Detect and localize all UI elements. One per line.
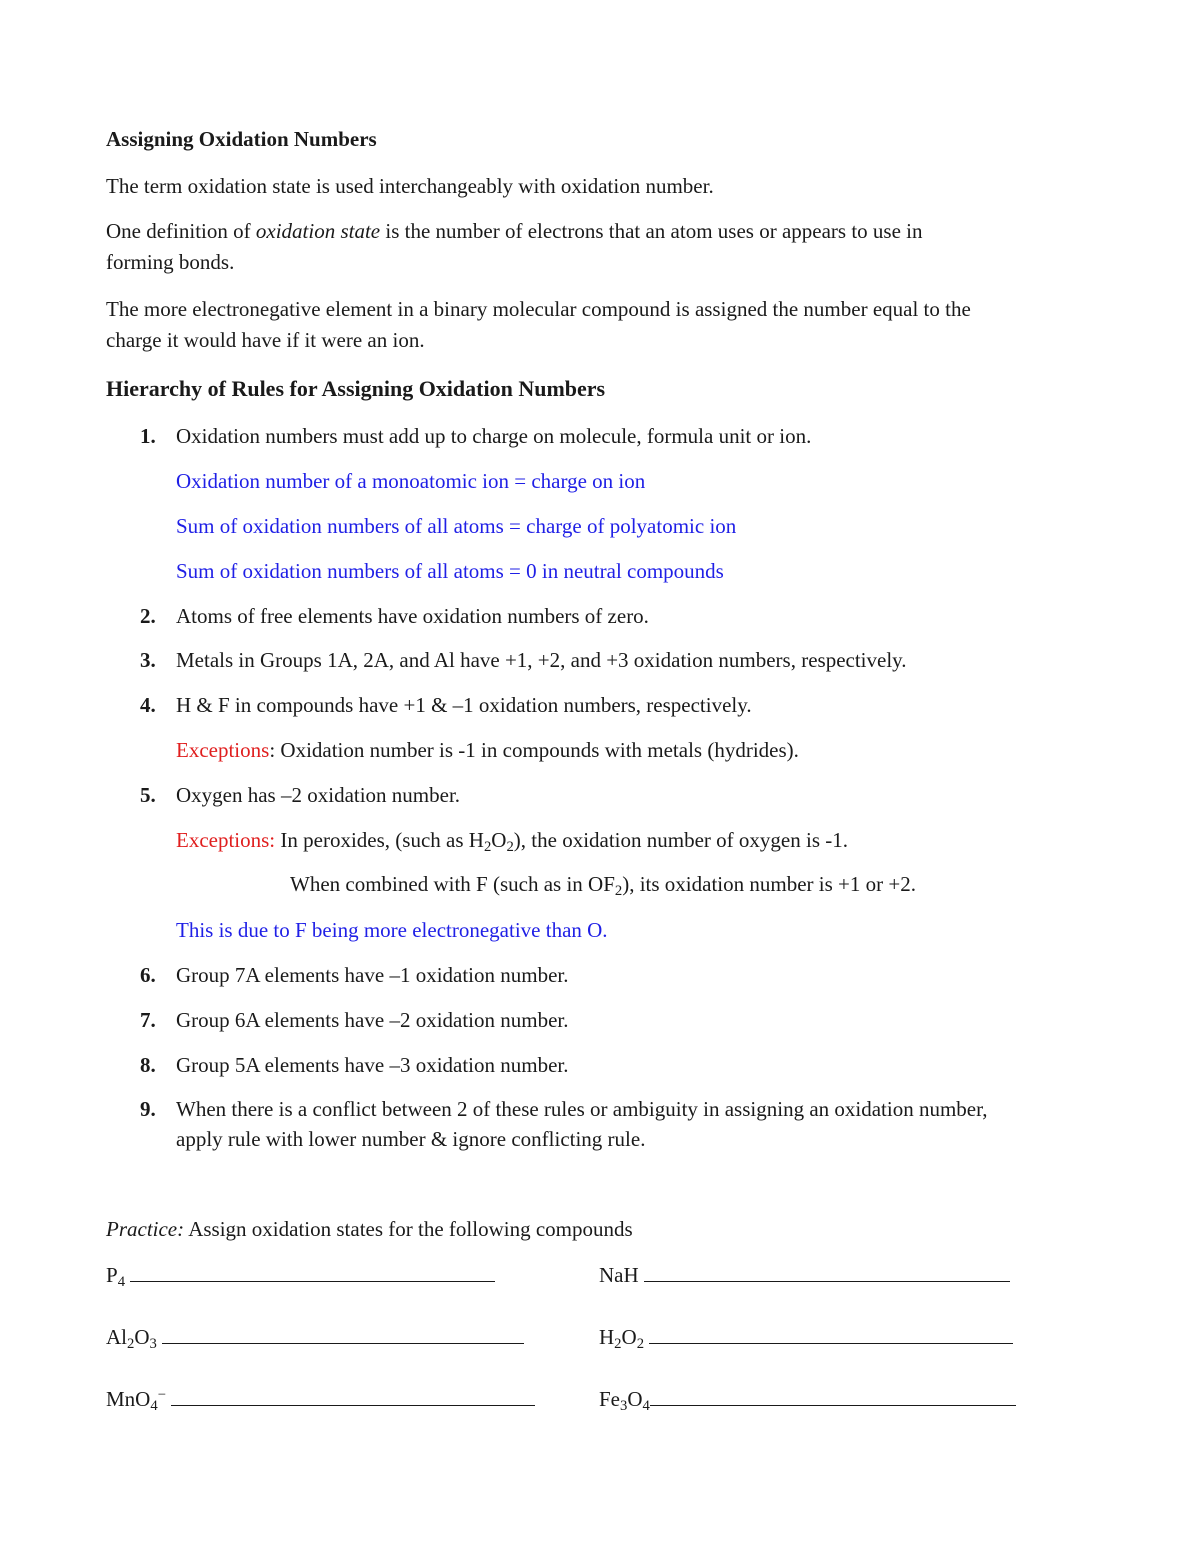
intro-p2-pre: One definition of	[106, 219, 256, 243]
exception-text: : Oxidation number is -1 in compounds with metals (hydrides).	[269, 738, 799, 762]
rule-4-exception	[176, 735, 799, 766]
practice-instructions: Assign oxidation states for the following compounds	[184, 1217, 633, 1241]
subscript: 2	[127, 1335, 135, 1352]
intro-paragraph-1: The term oxidation state is used interchangeably with oxidation number.	[106, 174, 714, 198]
exceptions-label: Exceptions:	[176, 828, 276, 852]
rule-text-line1: When there is a conflict between 2 of these rules or ambiguity in assigning an oxidation number,	[176, 1097, 988, 1121]
subscript: 4	[642, 1397, 650, 1414]
subscript: 2	[614, 1335, 622, 1352]
rule-1-subpoint-2: Sum of oxidation numbers of all atoms = charge of polyatomic ion	[176, 514, 737, 538]
answer-blank[interactable]	[644, 1263, 1010, 1282]
rule-1-subpoint-3: Sum of oxidation numbers of all atoms = 0 in neutral compounds	[176, 559, 724, 583]
formula: O	[621, 1325, 637, 1349]
rule-text: Group 6A elements have –2 oxidation number.	[176, 1008, 569, 1032]
rule-5-exception-2	[290, 869, 916, 900]
rule-text: Group 7A elements have –1 oxidation number.	[176, 963, 569, 987]
practice-item-fe3o4	[599, 1384, 1016, 1415]
subscript: 3	[149, 1335, 157, 1352]
practice-heading	[106, 1214, 633, 1245]
rule-text: H & F in compounds have +1 & –1 oxidation numbers, respectively.	[176, 693, 752, 717]
rule-number: 4.	[140, 693, 156, 717]
subscript: 2	[483, 838, 492, 855]
rule-text: Oxygen has –2 oxidation number.	[176, 783, 461, 807]
intro-paragraph-2	[106, 216, 923, 247]
rule-1-subpoint-1: Oxidation number of a monoatomic ion = charge on ion	[176, 469, 646, 493]
formula: O	[134, 1325, 150, 1349]
answer-blank[interactable]	[130, 1263, 495, 1282]
formula: Al	[106, 1325, 127, 1349]
subscript: 2	[636, 1335, 645, 1352]
rule-text: Metals in Groups 1A, 2A, and Al have +1, +2, and +3 oxidation numbers, respectively.	[176, 648, 907, 672]
subscript: 2	[614, 882, 623, 899]
rule-number: 5.	[140, 783, 156, 807]
intro-p2-term: oxidation state	[255, 219, 381, 243]
rule-text: Atoms of free elements have oxidation numbers of zero.	[176, 604, 649, 628]
rule-number: 9.	[140, 1097, 156, 1121]
rule-number: 2.	[140, 604, 156, 628]
rule-number: 3.	[140, 648, 156, 672]
subscript: 4	[150, 1397, 158, 1414]
exceptions-label: Exceptions	[176, 738, 270, 762]
answer-blank[interactable]	[162, 1325, 524, 1344]
page-title: Assigning Oxidation Numbers	[106, 127, 377, 151]
rule-5-note: This is due to F being more electronegative than O.	[176, 918, 608, 942]
exception-text: When combined with F (such as in OF	[290, 872, 615, 896]
formula: MnO	[106, 1387, 151, 1411]
rule-number: 8.	[140, 1053, 156, 1077]
answer-blank[interactable]	[171, 1387, 535, 1406]
practice-item-mno4	[106, 1384, 535, 1415]
rule-number: 7.	[140, 1008, 156, 1032]
intro-paragraph-2-line2: forming bonds.	[106, 250, 235, 274]
answer-blank[interactable]	[650, 1387, 1016, 1406]
superscript-charge: −	[157, 1387, 166, 1404]
formula: P	[106, 1263, 118, 1287]
subscript: 2	[506, 838, 514, 855]
practice-item-p4	[106, 1260, 495, 1291]
practice-item-al2o3	[106, 1322, 524, 1353]
intro-paragraph-3-line1: The more electronegative element in a binary molecular compound is assigned the number equal to the	[106, 297, 971, 321]
formula: H	[599, 1325, 615, 1349]
rule-text: Group 5A elements have –3 oxidation number.	[176, 1053, 569, 1077]
subscript: 3	[620, 1397, 628, 1414]
intro-p2-post: is the number of electrons that an atom uses or appears to use in	[380, 219, 923, 243]
formula: Fe	[599, 1387, 620, 1411]
section-title: Hierarchy of Rules for Assigning Oxidation Numbers	[106, 376, 606, 401]
practice-item-h2o2	[599, 1322, 1013, 1353]
subscript: 4	[117, 1273, 126, 1290]
exception-text: O	[491, 828, 507, 852]
intro-paragraph-3-line2: charge it would have if it were an ion.	[106, 328, 425, 352]
rule-number: 1.	[140, 424, 156, 448]
exception-text: ), its oxidation number is +1 or +2.	[622, 872, 916, 896]
exception-text: In peroxides, (such as H	[275, 828, 484, 852]
formula: O	[627, 1387, 643, 1411]
rule-number: 6.	[140, 963, 156, 987]
formula: NaH	[599, 1263, 639, 1287]
rule-5-exception-1	[176, 825, 848, 856]
exception-text: ), the oxidation number of oxygen is -1.	[513, 828, 848, 852]
rule-text: Oxidation numbers must add up to charge on molecule, formula unit or ion.	[176, 424, 812, 448]
practice-item-nah	[599, 1260, 1010, 1291]
practice-label: Practice:	[106, 1217, 185, 1241]
answer-blank[interactable]	[649, 1325, 1013, 1344]
rule-text-line2: apply rule with lower number & ignore conflicting rule.	[176, 1127, 646, 1151]
